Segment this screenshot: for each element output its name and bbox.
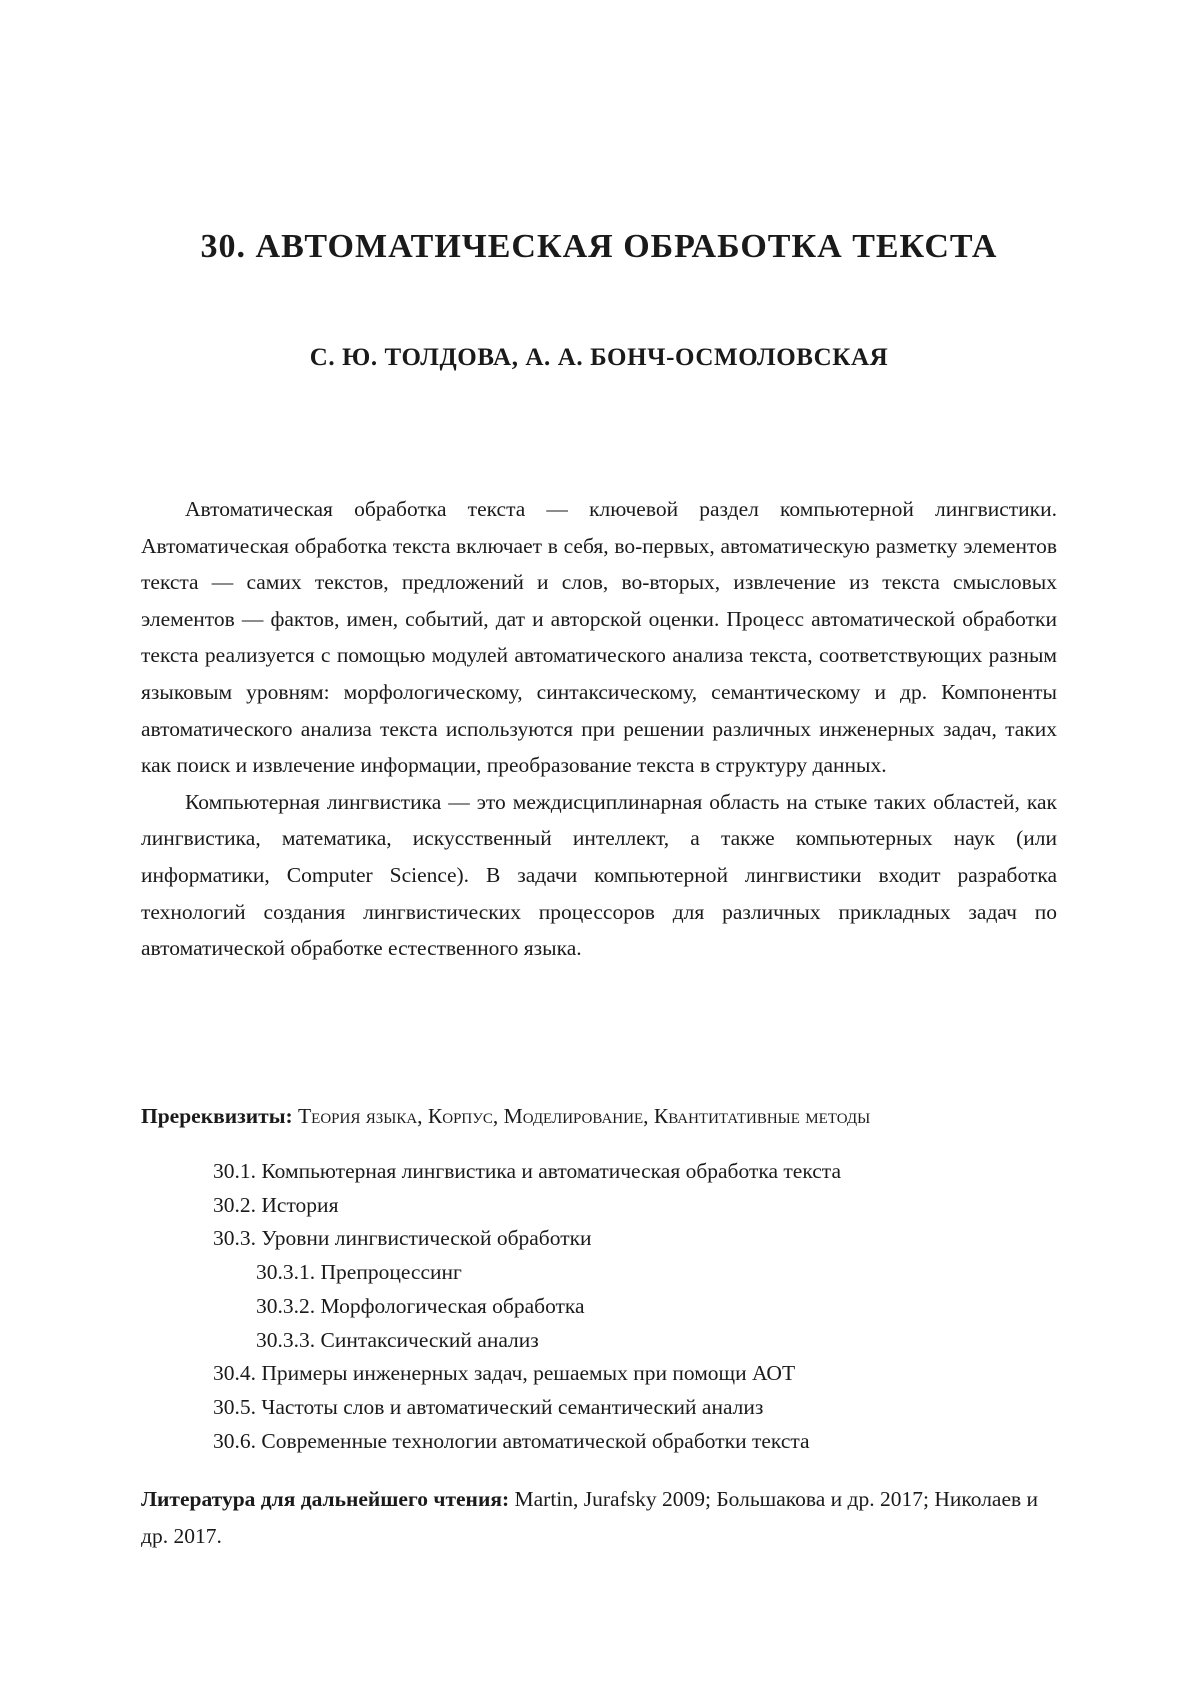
toc-subitem: 30.3.3. Синтаксический анализ xyxy=(256,1327,539,1352)
chapter-authors: С. Ю. ТОЛДОВА, А. А. БОНЧ-ОСМОЛОВСКАЯ xyxy=(309,344,889,371)
prerequisites-topics: Теория языка, Корпус, Моделирование, Квантитативные методы xyxy=(298,1104,871,1128)
chapter-title: 30. АВТОМАТИЧЕСКАЯ ОБРАБОТКА ТЕКСТА xyxy=(200,228,998,265)
toc-item: 30.5. Частоты слов и автоматический семантический анализ xyxy=(213,1394,764,1419)
table-of-contents xyxy=(213,1155,1033,1458)
chapter-body xyxy=(141,491,1057,967)
further-reading-text: Martin, Jurafsky 2009; Большакова и др. 2017; Николаев и др. 2017. xyxy=(141,1487,1039,1548)
toc-item: 30.6. Современные технологии автоматической обработки текста xyxy=(213,1428,810,1453)
toc-subitem: 30.3.1. Препроцессинг xyxy=(256,1260,462,1285)
toc-item: 30.3. Уровни лингвистической обработки xyxy=(213,1226,592,1251)
paragraph: Компьютерная лингвистика — это междисциплинарная область на стыке таких областей, как лингвистика, математика, искусственный интеллект, а также компьютерных наук (или информатики, Computer Science). В задачи компьютерной лингвистики входит разработка технологий создания лингвистических процессоров для различных прикладных задач по автоматической обработке естественного языка. xyxy=(141,789,1057,961)
paragraph: Автоматическая обработка текста — ключевой раздел компьютерной лингвистики. Автоматическая обработка текста включает в себя, во-первых, автоматическую разметку элементов текста — самих текстов, предложений и слов, во-вторых, извлечение из текста смысловых элементов — фактов, имен, событий, дат и авторской оценки. Процесс автоматической обработки текста реализуется с помощью модулей автоматического анализа текста, соответствующих разным языковым уровням: морфологическому, синтаксическому, семантическому и др. Компоненты автоматического анализа текста используются при решении различных инженерных задач, таких как поиск и извлечение информации, преобразование текста в структуру данных. xyxy=(141,497,1057,778)
toc-item: 30.2. История xyxy=(213,1192,339,1217)
further-reading-label: Литература для дальнейшего чтения: xyxy=(141,1487,510,1511)
prerequisites-label: Пререквизиты: xyxy=(141,1104,293,1128)
toc-subitem: 30.3.2. Морфологическая обработка xyxy=(256,1293,585,1318)
prerequisites xyxy=(141,1101,1057,1131)
further-reading xyxy=(141,1481,1057,1554)
toc-item: 30.1. Компьютерная лингвистика и автоматическая обработка текста xyxy=(213,1159,841,1183)
toc-item: 30.4. Примеры инженерных задач, решаемых при помощи АОТ xyxy=(213,1361,796,1386)
